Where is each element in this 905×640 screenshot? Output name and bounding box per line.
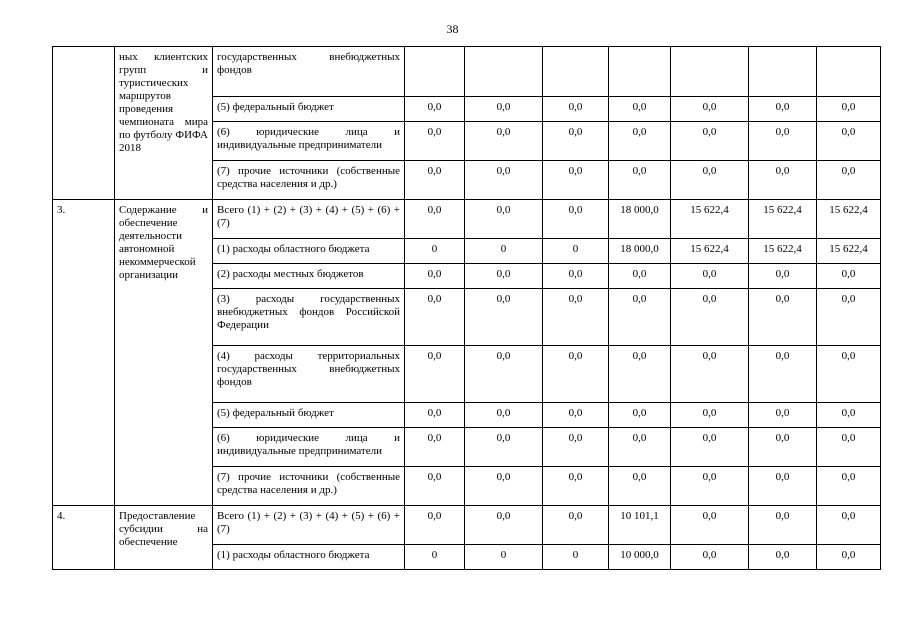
value-cell: 0,0 <box>465 346 543 403</box>
value-cell: 0,0 <box>671 506 749 545</box>
value-cell: 0,0 <box>749 264 817 289</box>
table-row <box>53 506 881 545</box>
value-cell: 0,0 <box>817 506 881 545</box>
value-cell <box>671 47 749 97</box>
value-cell: 0,0 <box>817 97 881 122</box>
value-cell: 0,0 <box>609 428 671 467</box>
value-cell: 0,0 <box>671 346 749 403</box>
value-cell: 0,0 <box>543 346 609 403</box>
value-cell: 0,0 <box>609 403 671 428</box>
value-cell: 0,0 <box>817 346 881 403</box>
value-cell: 0,0 <box>749 545 817 570</box>
row-index-cell: 3. <box>53 200 115 506</box>
value-cell: 0 <box>465 239 543 264</box>
page-number: 38 <box>446 22 459 36</box>
value-cell: 0,0 <box>671 264 749 289</box>
value-cell: 0,0 <box>671 545 749 570</box>
value-cell: 0,0 <box>671 403 749 428</box>
funding-source-cell: Всего (1) + (2) + (3) + (4) + (5) + (6) + (7) <box>213 200 405 239</box>
value-cell: 0,0 <box>405 97 465 122</box>
value-cell: 0 <box>405 545 465 570</box>
value-cell <box>609 47 671 97</box>
row-index-cell: 4. <box>53 506 115 570</box>
value-cell: 0,0 <box>465 97 543 122</box>
value-cell: 0,0 <box>609 122 671 161</box>
value-cell: 0,0 <box>543 403 609 428</box>
value-cell: 0,0 <box>405 403 465 428</box>
activity-name-cell: Предоставление субсидии на обеспечение <box>115 506 213 570</box>
value-cell: 0,0 <box>817 161 881 200</box>
value-cell: 0,0 <box>749 289 817 346</box>
value-cell: 0,0 <box>817 467 881 506</box>
value-cell: 0,0 <box>817 289 881 346</box>
value-cell: 15 622,4 <box>817 239 881 264</box>
value-cell: 15 622,4 <box>671 239 749 264</box>
value-cell: 0,0 <box>465 428 543 467</box>
value-cell: 0,0 <box>405 264 465 289</box>
value-cell: 0,0 <box>405 346 465 403</box>
value-cell: 0,0 <box>749 428 817 467</box>
value-cell: 0,0 <box>609 97 671 122</box>
value-cell: 0,0 <box>465 161 543 200</box>
value-cell: 0,0 <box>749 161 817 200</box>
value-cell: 18 000,0 <box>609 239 671 264</box>
value-cell: 0,0 <box>543 289 609 346</box>
value-cell: 0,0 <box>749 467 817 506</box>
value-cell: 0,0 <box>817 428 881 467</box>
value-cell: 0,0 <box>749 506 817 545</box>
value-cell: 0,0 <box>671 467 749 506</box>
funding-source-cell: (1) расходы областного бюджета <box>213 239 405 264</box>
value-cell: 0,0 <box>465 200 543 239</box>
value-cell: 0 <box>465 545 543 570</box>
value-cell: 0,0 <box>543 200 609 239</box>
funding-source-cell: (7) прочие источники (собственные средства населения и др.) <box>213 161 405 200</box>
value-cell: 0,0 <box>543 161 609 200</box>
funding-source-cell: (1) расходы областного бюджета <box>213 545 405 570</box>
value-cell: 0,0 <box>465 264 543 289</box>
value-cell: 15 622,4 <box>749 200 817 239</box>
value-cell: 0,0 <box>543 264 609 289</box>
value-cell: 0,0 <box>609 467 671 506</box>
value-cell: 0,0 <box>609 289 671 346</box>
funding-source-cell: (2) расходы местных бюджетов <box>213 264 405 289</box>
table-row <box>53 200 881 239</box>
value-cell: 15 622,4 <box>671 200 749 239</box>
value-cell <box>465 47 543 97</box>
value-cell: 0,0 <box>543 122 609 161</box>
funding-source-cell: (7) прочие источники (собственные средства населения и др.) <box>213 467 405 506</box>
value-cell: 0,0 <box>405 161 465 200</box>
value-cell <box>543 47 609 97</box>
value-cell: 0,0 <box>465 403 543 428</box>
activity-name-cell: ных клиентских групп и туристических маршрутов проведения чемпионата мира по футболу ФИФА 2018 <box>115 47 213 200</box>
value-cell: 0,0 <box>671 161 749 200</box>
value-cell: 0,0 <box>465 122 543 161</box>
value-cell: 0 <box>543 239 609 264</box>
funding-source-cell: Всего (1) + (2) + (3) + (4) + (5) + (6) + (7) <box>213 506 405 545</box>
value-cell: 0,0 <box>749 403 817 428</box>
value-cell: 0,0 <box>543 428 609 467</box>
budget-table <box>52 46 881 570</box>
value-cell: 0,0 <box>671 122 749 161</box>
value-cell: 0,0 <box>671 428 749 467</box>
value-cell: 0,0 <box>671 97 749 122</box>
value-cell <box>817 47 881 97</box>
value-cell: 0,0 <box>817 264 881 289</box>
value-cell: 0 <box>543 545 609 570</box>
value-cell <box>749 47 817 97</box>
funding-source-cell: (6) юридические лица и индивидуальные предприниматели <box>213 428 405 467</box>
value-cell: 10 101,1 <box>609 506 671 545</box>
funding-source-cell: (5) федеральный бюджет <box>213 403 405 428</box>
value-cell: 0,0 <box>817 403 881 428</box>
funding-source-cell: государственных внебюджетных фондов <box>213 47 405 97</box>
table-body <box>53 47 881 570</box>
value-cell: 0,0 <box>405 467 465 506</box>
row-index-cell <box>53 47 115 200</box>
value-cell: 15 622,4 <box>817 200 881 239</box>
value-cell: 0,0 <box>465 467 543 506</box>
value-cell <box>405 47 465 97</box>
value-cell: 0,0 <box>609 346 671 403</box>
value-cell: 0,0 <box>749 97 817 122</box>
value-cell: 0,0 <box>405 200 465 239</box>
value-cell: 0,0 <box>405 289 465 346</box>
value-cell: 0,0 <box>671 289 749 346</box>
value-cell: 0 <box>405 239 465 264</box>
activity-name-cell: Содержание и обеспечение деятельности автономной некоммерческой организации <box>115 200 213 506</box>
value-cell: 0,0 <box>609 264 671 289</box>
value-cell: 0,0 <box>405 506 465 545</box>
funding-source-cell: (4) расходы территориальных государственных внебюджетных фондов <box>213 346 405 403</box>
value-cell: 0,0 <box>609 161 671 200</box>
value-cell: 0,0 <box>465 289 543 346</box>
funding-source-cell: (3) расходы государственных внебюджетных фондов Российской Федерации <box>213 289 405 346</box>
value-cell: 0,0 <box>749 122 817 161</box>
value-cell: 0,0 <box>817 545 881 570</box>
value-cell: 18 000,0 <box>609 200 671 239</box>
value-cell: 0,0 <box>405 122 465 161</box>
funding-source-cell: (6) юридические лица и индивидуальные предприниматели <box>213 122 405 161</box>
value-cell: 0,0 <box>465 506 543 545</box>
value-cell: 0,0 <box>543 467 609 506</box>
table-row <box>53 47 881 97</box>
value-cell: 0,0 <box>749 346 817 403</box>
value-cell: 0,0 <box>543 506 609 545</box>
funding-source-cell: (5) федеральный бюджет <box>213 97 405 122</box>
value-cell: 0,0 <box>817 122 881 161</box>
value-cell: 15 622,4 <box>749 239 817 264</box>
value-cell: 0,0 <box>405 428 465 467</box>
value-cell: 0,0 <box>543 97 609 122</box>
value-cell: 10 000,0 <box>609 545 671 570</box>
